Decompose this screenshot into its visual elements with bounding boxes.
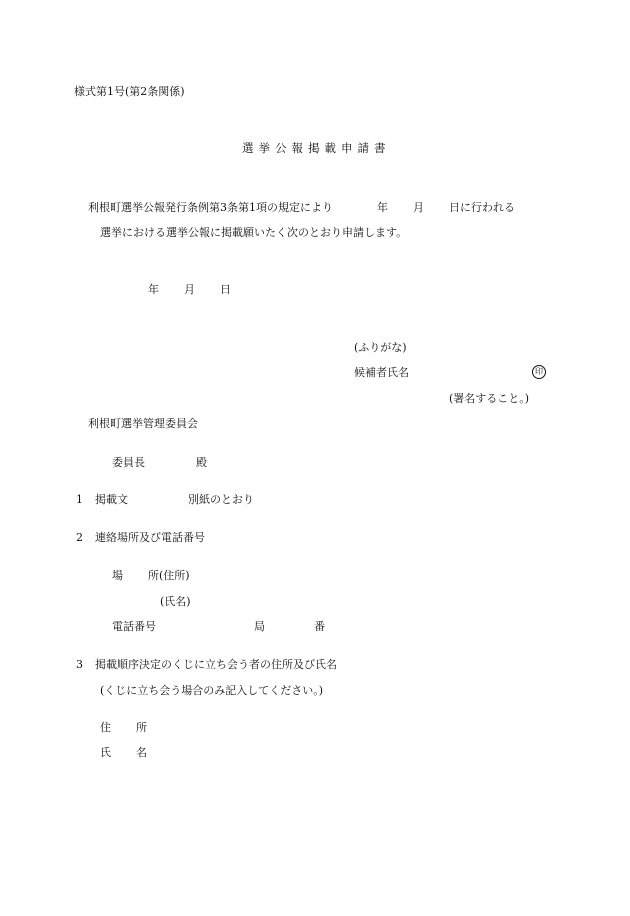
item-3-note: (くじに立ち会う場合のみ記入してください。) — [100, 684, 324, 697]
date-year: 年 — [148, 283, 159, 296]
furigana-label: (ふりがな) — [354, 341, 407, 354]
item-3-number: 3 — [76, 658, 83, 671]
signature-note: (署名すること。) — [449, 392, 530, 405]
date-day: 日 — [220, 283, 231, 296]
witness-address-a: 住 — [100, 721, 111, 734]
contact-place-a: 場 — [112, 569, 123, 582]
intro-month: 月 — [413, 201, 424, 214]
item-1-number: 1 — [76, 493, 83, 506]
phone-number-suffix: 番 — [314, 620, 325, 633]
seal-mark: 印 — [532, 365, 546, 379]
intro-year: 年 — [377, 201, 388, 214]
item-3-label: 掲載順序決定のくじに立ち会う者の住所及び氏名 — [95, 658, 337, 671]
witness-address-b: 所 — [136, 721, 147, 734]
witness-name-a: 氏 — [100, 746, 111, 759]
intro-text-2: 選挙における選挙公報に掲載願いたく次のとおり申請します。 — [100, 226, 408, 239]
document-title: 選挙公報掲載申請書 — [242, 141, 391, 155]
form-label: 様式第1号(第2条関係) — [74, 85, 185, 98]
item-1-value: 別紙のとおり — [188, 493, 254, 506]
honorific: 殿 — [196, 456, 207, 469]
contact-place-b: 所(住所) — [148, 569, 190, 582]
item-1-label: 掲載文 — [95, 493, 128, 506]
item-2-number: 2 — [76, 531, 83, 544]
witness-name-b: 名 — [136, 746, 147, 759]
committee-name: 利根町選挙管理委員会 — [88, 417, 198, 430]
intro-text-1b: 日に行われる — [449, 201, 515, 214]
date-month: 月 — [184, 283, 195, 296]
candidate-name-label: 候補者氏名 — [354, 366, 409, 379]
phone-label: 電話番号 — [112, 620, 156, 633]
contact-name-label: (氏名) — [160, 595, 191, 608]
item-2-label: 連絡場所及び電話番号 — [95, 531, 205, 544]
phone-exchange: 局 — [254, 620, 265, 633]
intro-text-1a: 利根町選挙公報発行条例第3条第1項の規定により — [88, 201, 333, 214]
chair-label: 委員長 — [112, 456, 145, 469]
